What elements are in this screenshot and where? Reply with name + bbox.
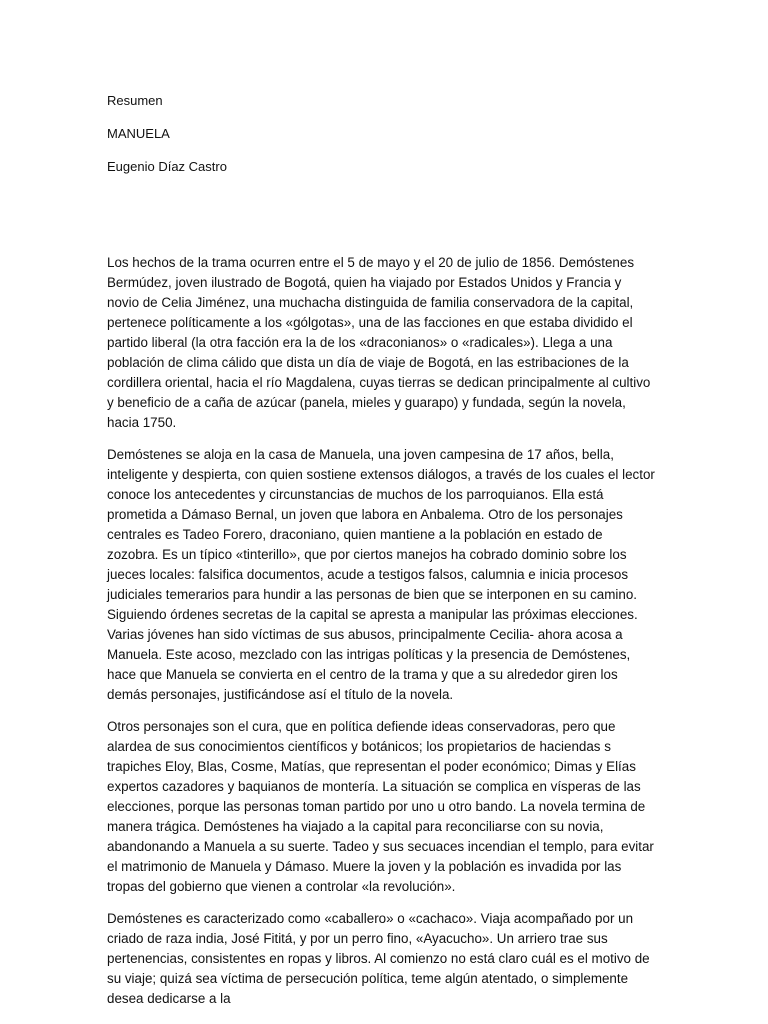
paragraph-2: Demóstenes se aloja en la casa de Manuela, una joven campesina de 17 años, bella, inteligente y despierta, con quien sostiene extensos diálogos, a través de los cuales el lector conoce los antecedentes y circunstancias de muchos de los parroquianos. Ella está prometida a Dámaso Bernal, un joven que labora en Anbalema. Otro de los personajes centrales es Tadeo Forero, draconiano, quien mantiene a la población en estado de zozobra. Es un típico «tinterillo», que por ciertos manejos ha cobrado dominio sobre los jueces locales: falsifica documentos, acude a testigos falsos, calumnia e inicia procesos judiciales temerarios para hundir a las personas de bien que se interponen en su camino. Siguiendo órdenes secretas de la capital se apresta a manipular las próximas elecciones. Varias jóvenes han sido víctimas de sus abusos, principalmente Cecilia- ahora acosa a Manuela. Este acoso, mezclado con las intrigas políticas y la presencia de Demóstenes, hace que Manuela se convierta en el centro de la trama y que a su alrededor giren los demás personajes, justificándose así el título de la novela. [107, 447, 655, 702]
paragraph-3: Otros personajes son el cura, que en política defiende ideas conservadoras, pero que alardea de sus conocimientos científicos y botánicos; los propietarios de haciendas s trapiches Eloy, Blas, Cosme, Matías, que representan el poder económico; Dimas y Elías expertos cazadores y baquianos de montería. La situación se complica en vísperas de las elecciones, porque las personas toman partido por uno u otro bando. La novela termina de manera trágica. Demóstenes ha viajado a la capital para reconciliarse con su novia, abandonando a Manuela a su suerte. Tadeo y sus secuaces incendian el templo, para evitar el matrimonio de Manuela y Dámaso. Muere la joven y la población es invadida por las tropas del gobierno que vienen a controlar «la revolución». [107, 719, 654, 894]
document-page [107, 0, 655, 1024]
document-label: Resumen [107, 93, 163, 108]
document-title: MANUELA [107, 126, 170, 141]
paragraph-1: Los hechos de la trama ocurren entre el 5 de mayo y el 20 de julio de 1856. Demóstenes Bermúdez, joven ilustrado de Bogotá, quien ha viajado por Estados Unidos y Francia y novio de Celia Jiménez, una muchacha distinguida de familia conservadora de la capital, pertenece políticamente a los «gólgotas», una de las facciones en que estaba dividido el partido liberal (la otra facción era la de los «draconianos» o «radicales»). Llega a una población de clima cálido que dista un día de viaje de Bogotá, en las estribaciones de la cordillera oriental, hacia el río Magdalena, cuyas tierras se dedican principalmente al cultivo y beneficio de a caña de azúcar (panela, mieles y guarapo) y fundada, según la novela, hacia 1750. [107, 255, 651, 430]
paragraph-4: Demóstenes es caracterizado como «caballero» o «cachaco». Viaja acompañado por un criado de raza india, José Fititá, y por un perro fino, «Ayacucho». Un arriero trae sus pertenencias, consistentes en ropas y libros. Al comienzo no está claro cuál es el motivo de su viaje; quizá sea víctima de persecución política, teme algún atentado, o simplemente desea dedicarse a la [107, 911, 650, 1006]
document-body [107, 253, 655, 1021]
document-author: Eugenio Díaz Castro [107, 159, 227, 174]
